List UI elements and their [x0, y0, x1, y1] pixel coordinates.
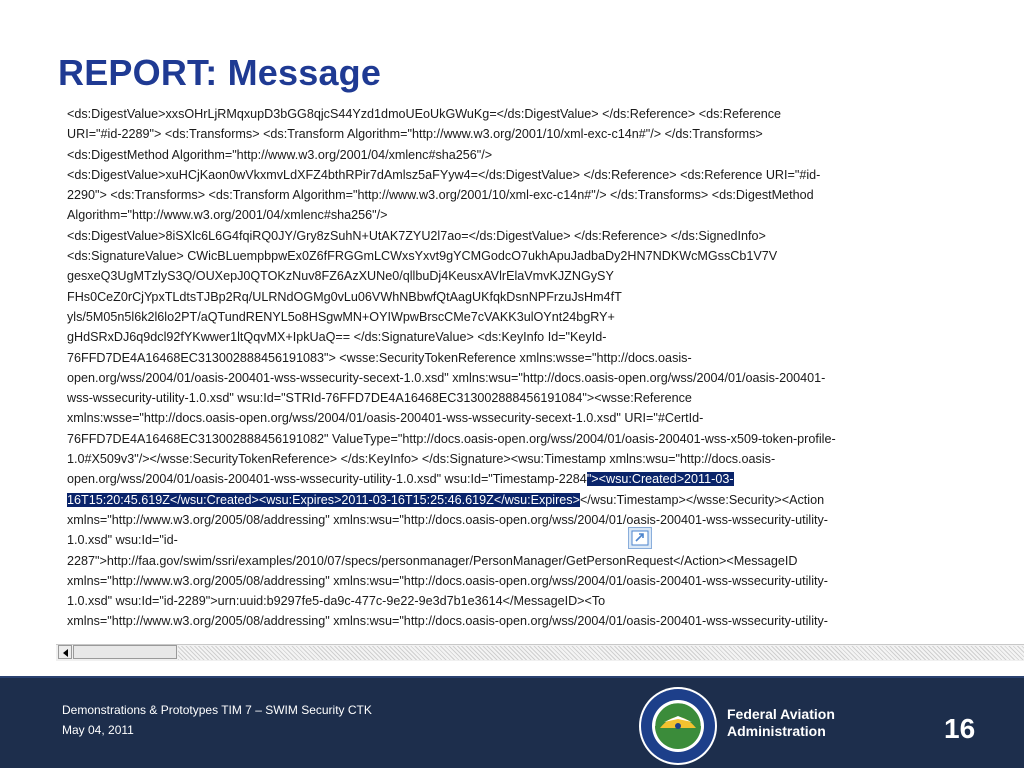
xml-line: <ds:DigestValue>xuHCjKaon0wVkxmvLdXFZ4bthRPir7dAmlsz5aFYyw4=</ds:DigestValue> </ds:Reference> <ds:Reference URI="#id- [67, 167, 821, 182]
page-number: 16 [944, 713, 976, 744]
xml-line: FHs0CeZ0rCjYpxTLdtsTJBp2Rq/ULRNdOGMg0vLu06VWhNBbwfQtAagUKfqkDsnNPFrzuJsHm4fT [67, 289, 622, 304]
xml-line: <ds:DigestMethod Algorithm="http://www.w3.org/2001/04/xmlenc#sha256"/> [67, 147, 493, 162]
xml-line: xmlns="http://www.w3.org/2005/08/addressing" xmlns:wsu="http://docs.oasis-open.org/wss/2004/01/oasis-200401-wss-wssecurity-utility- [67, 512, 828, 527]
footer-divider [0, 676, 1024, 678]
faa-seal-logo [638, 686, 718, 766]
xml-message-pane[interactable] [58, 104, 908, 644]
xml-line: xmlns="http://www.w3.org/2005/08/addressing" xmlns:wsu="http://docs.oasis-open.org/wss/2004/01/oasis-200401-wss-wssecurity-utility- [67, 573, 828, 588]
agency-name-line1: Federal Aviation [727, 706, 835, 722]
xml-line: wss-wssecurity-utility-1.0.xsd" wsu:Id="STRId-76FFD7DE4A16468EC313002888456191084"><wsse:Reference [67, 391, 692, 406]
xml-line: 1.0.xsd" wsu:Id="id-2289">urn:uuid:b9297fe5-da9c-477c-9e22-9e3d7b1e3614</MessageID><To [67, 594, 606, 609]
selected-text: "><wsu:Created>2011-03- [586, 472, 734, 487]
xml-line: xmlns:wsse="http://docs.oasis-open.org/wss/2004/01/oasis-200401-wss-wssecurity-secext-1.0.xsd" URI="#CertId- [67, 411, 704, 426]
footer-bar [0, 676, 1024, 768]
left-arrow-icon [63, 649, 68, 657]
xml-line: gHdSRxDJ6q9dcl92fYKwwer1ltQqvMX+IpkUaQ== </ds:SignatureValue> <ds:KeyInfo Id="KeyId- [67, 330, 607, 345]
xml-line: 2287">http://faa.gov/swim/ssri/examples/2010/07/specs/personmanager/PersonManager/GetPersonRequest</Action><MessageID [67, 553, 798, 568]
xml-line: 76FFD7DE4A16468EC313002888456191083"> <wsse:SecurityTokenReference xmlns:wsse="http://docs.oasis- [67, 350, 692, 365]
xml-line: <ds:SignatureValue> CWicBLuempbpwEx0Z6fFRGGmLCWxsYxvt9gYCMGodcO7ukhApuJadbaDy2HN7NDKWcMGssCb1V7V [67, 249, 778, 264]
xml-line: 1.0#X509v3"/></wsse:SecurityTokenReference> </ds:KeyInfo> </ds:Signature><wsu:Timestamp xmlns:wsu="http://docs.oasis- [67, 452, 776, 467]
scrollbar-track[interactable] [178, 646, 1024, 660]
xml-line: <ds:DigestValue>xxsOHrLjRMqxupD3bGG8qjcS44Yzd1dmoUEoUkGWuKg=</ds:DigestValue> </ds:Reference> <ds:Reference [67, 107, 782, 121]
xml-line: gesxeQ3UgMTzlyS3Q/OUXepJ0QTOKzNuv8FZ6AzXUNe0/qllbuDj4KeusxAVlrElaVmvKJZNGySY [67, 269, 614, 284]
slide-title: REPORT: Message [58, 52, 382, 93]
xml-line: xmlns="http://www.w3.org/2005/08/addressing" xmlns:wsu="http://docs.oasis-open.org/wss/2004/01/oasis-200401-wss-wssecurity-utility- [67, 614, 828, 629]
scroll-left-button[interactable] [58, 645, 72, 659]
agency-name-line2: Administration [727, 723, 826, 739]
agency-name [727, 706, 835, 740]
selected-text: 16T15:20:45.619Z</wsu:Created><wsu:Expires>2011-03-16T15:25:46.619Z</wsu:Expires> [67, 492, 580, 507]
xml-line: open.org/wss/2004/01/oasis-200401-wss-wssecurity-secext-1.0.xsd" xmlns:wsu="http://docs.oasis-open.org/wss/2004/01/oasis-200401- [67, 370, 826, 385]
xml-line: 76FFD7DE4A16468EC313002888456191082" ValueType="http://docs.oasis-open.org/wss/2004/01/oasis-200401-wss-x509-token-profile- [67, 431, 836, 446]
scrollbar-thumb[interactable] [73, 645, 177, 659]
footer-title: Demonstrations & Prototypes TIM 7 – SWIM Security CTK [62, 703, 372, 717]
xml-line: Algorithm="http://www.w3.org/2001/04/xmlenc#sha256"/> [67, 208, 388, 223]
accelerator-icon[interactable] [628, 527, 652, 549]
xml-line: 16T15:20:45.619Z</wsu:Created><wsu:Expires>2011-03-16T15:25:46.619Z</wsu:Expires></wsu:Timestamp></wsse:Security><Action [67, 492, 825, 507]
xml-line: <ds:DigestValue>8iSXlc6L6G4fqiRQ0JY/Gry8zSuhN+UtAK7ZYU2l7ao=</ds:DigestValue> </ds:Reference> </ds:SignedInfo> [67, 228, 766, 243]
xml-line: yls/5M05n5l6k2l6lo2PT/aQTundRENYL5o8HSgwMN+OYIWpwBrscCMe7cVAKK3ulOYnt24bgRY+ [67, 309, 615, 324]
footer-date: May 04, 2011 [62, 723, 134, 737]
xml-line: 1.0.xsd" wsu:Id="id- [67, 533, 178, 548]
xml-line: open.org/wss/2004/01/oasis-200401-wss-wssecurity-utility-1.0.xsd" wsu:Id="Timestamp-2284"><wsu:Created>2011-03- [67, 472, 734, 487]
xml-line: URI="#id-2289"> <ds:Transforms> <ds:Transform Algorithm="http://www.w3.org/2001/10/xml-exc-c14n#"/> </ds:Transforms> [67, 127, 763, 142]
xml-line: 2290"> <ds:Transforms> <ds:Transform Algorithm="http://www.w3.org/2001/10/xml-exc-c14n#"/> </ds:Transforms> <ds:DigestMethod [67, 188, 814, 203]
